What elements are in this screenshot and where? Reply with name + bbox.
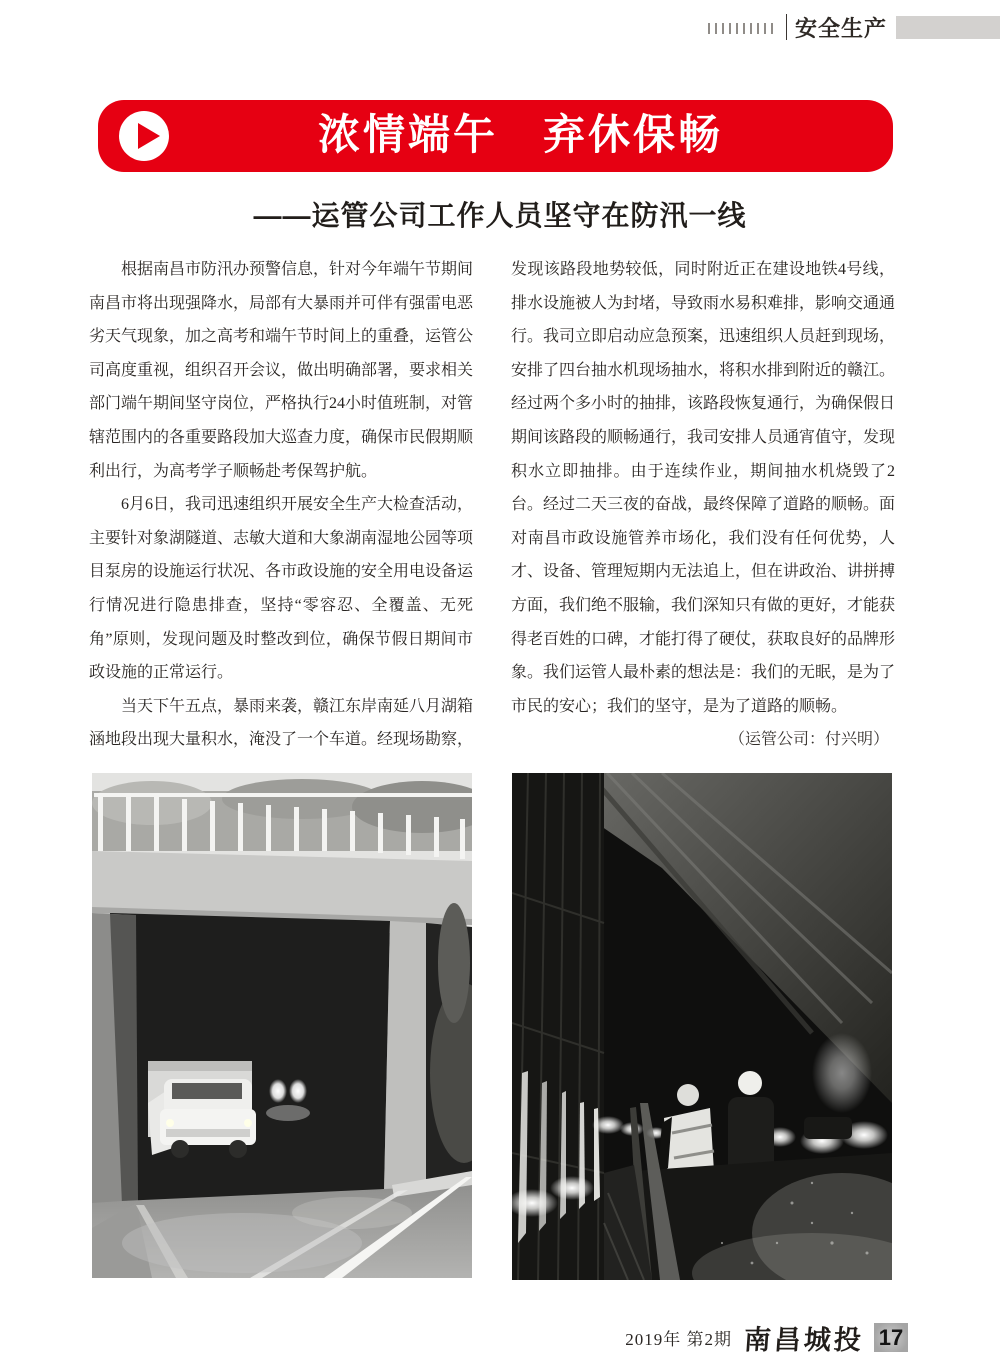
paragraph-1: 根据南昌市防汛办预警信息，针对今年端午节期间南昌市将出现强降水，局部有大暴雨并可伴有强雷电恶劣天气现象，加之高考和端午节时间上的重叠，运管公司高度重视，组织召开会议，做出明确部署，要求相关部门端午期间坚守岗位，严格执行24小时值班制，对管辖范围内的各重要路段加大巡查力度，确保市民假期顺利出行，为高考学子顺畅赴考保驾护航。 <box>89 261 474 480</box>
header-tick-marks <box>708 23 776 34</box>
issue-label: 2019年 第2期 <box>625 1329 732 1349</box>
page-footer <box>625 1320 908 1354</box>
article-title: 浓情端午 弃休保畅 <box>317 111 723 158</box>
photo-flooded-underpass <box>92 773 472 1278</box>
section-label: 安全生产 <box>794 15 887 41</box>
paragraph-3: 当天下午五点，暴雨来袭，赣江东岸南延八月湖箱涵地段出现大量积水，淹没了一个车道。经现场勘察，发现该路段地势较低，同时附近正在建设地铁4号线，排水设施被人为封堵，导致雨水易积难排，影响交通通行。我司立即启动应急预案，迅速组织人员赶到现场，安排了四台抽水机现场抽水，将积水排到附近的赣江。经过两个多小时的抽排，该路段恢复通行，为确保假日期间该路段的顺畅通行，我司安排人员通宵值守，发现积水立即抽排。由于连续作业，期间抽水机烧毁了2台。经过二天三夜的奋战，最终保障了道路的顺畅。面对南昌市政设施管养市场化，我们没有任何优势，人才、设备、管理短期内无法追上，但在讲政治、讲拼搏方面，我们绝不服输，我们深知只有做的更好，才能获得老百姓的口碑，才能打得了硬仗，获取良好的品牌形象。我们运管人最朴素的想法是：我们的无眠，是为了市民的安心；我们的坚守，是为了道路的顺畅。 <box>89 261 896 749</box>
article-byline: （运管公司：付兴明） <box>728 731 889 749</box>
article-subtitle: ——运管公司工作人员坚守在防汛一线 <box>253 200 747 231</box>
article-body <box>89 253 895 767</box>
page-header <box>708 14 1000 40</box>
page-number: 17 <box>874 1323 908 1352</box>
photo-night-inspection <box>512 773 892 1280</box>
header-gray-block <box>896 16 1000 39</box>
header-divider <box>786 14 787 40</box>
paragraph-2: 6月6日，我司迅速组织开展安全生产大检查活动，主要针对象湖隧道、志敏大道和大象湖南湿地公园等项目泵房的设施运行状况、各市政设施的安全用电设备运行情况进行隐患排查，坚持“零容忍、全覆盖、无死角”原则，发现问题及时整改到位，确保节假日期间市政设施的正常运行。 <box>89 496 474 682</box>
magazine-name: 南昌城投 <box>742 1324 865 1356</box>
play-icon <box>119 111 169 161</box>
article-title-banner <box>98 100 893 172</box>
